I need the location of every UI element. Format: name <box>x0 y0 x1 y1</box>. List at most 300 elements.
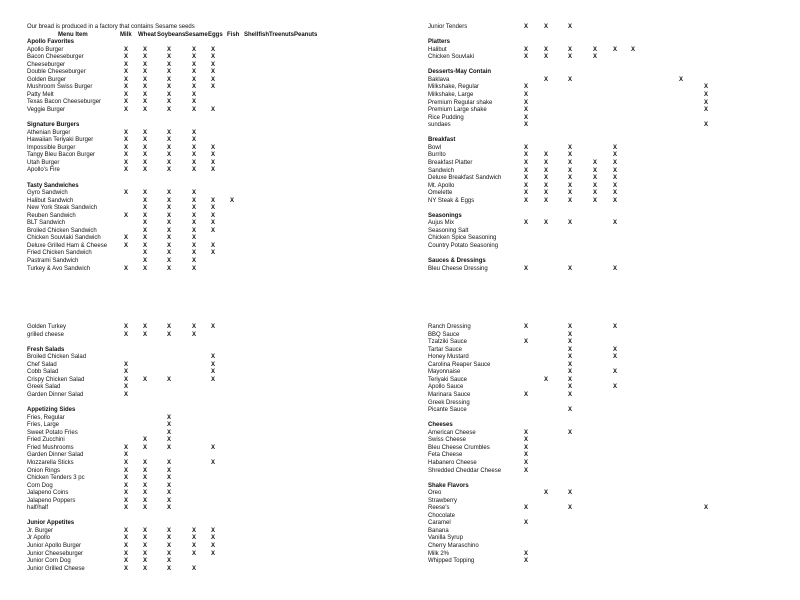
allergen-mark-sesame: X <box>191 242 196 249</box>
allergen-mark-wheat: X <box>543 46 548 53</box>
allergen-mark-milk: X <box>123 46 128 53</box>
allergen-mark-sesame: X <box>191 205 196 212</box>
menu-item-name: Veggie Burger <box>27 106 66 113</box>
allergen-mark-milk: X <box>523 392 528 398</box>
allergen-mark-milk: X <box>123 459 128 466</box>
allergen-mark-milk: X <box>523 437 528 444</box>
allergen-mark-milk: X <box>523 467 528 474</box>
menu-item-name: Greek Salad <box>27 384 61 391</box>
menu-item-name: Apollo Sauce <box>428 384 464 391</box>
allergen-mark-sesame: X <box>191 220 196 227</box>
menu-item-name: grilled cheese <box>27 331 65 338</box>
allergen-mark-sesame: X <box>191 250 196 257</box>
allergen-mark-wheat: X <box>142 550 147 557</box>
allergen-mark-soybeans: X <box>567 354 572 361</box>
allergen-mark-eggs: X <box>612 346 617 353</box>
menu-item-name: Oreo <box>428 490 442 497</box>
menu-item-name: Cheeseburger <box>27 61 66 68</box>
menu-item-name: Tartar Sauce <box>428 346 463 353</box>
menu-item-name: Broiled Chicken Sandwich <box>27 227 97 234</box>
allergen-mark-milk: X <box>523 324 528 330</box>
allergen-mark-eggs: X <box>612 190 617 197</box>
allergen-mark-milk: X <box>123 61 128 68</box>
allergen-mark-wheat: X <box>142 331 147 338</box>
allergen-mark-milk: X <box>523 152 528 159</box>
allergen-mark-soybeans: X <box>166 242 171 249</box>
category-heading: Junior Appetites <box>27 520 75 527</box>
menu-item-name: Tangy Bleu Bacon Burger <box>27 152 96 159</box>
menu-item-name: Bleu Cheese Crumbles <box>428 444 490 451</box>
allergen-mark-sesame: X <box>191 331 196 338</box>
allergen-mark-milk: X <box>123 129 128 136</box>
allergen-mark-milk: X <box>123 242 128 249</box>
menu-item-name: Turkey & Avo Sandwich <box>27 265 91 272</box>
menu-item-name: Aujus Mix <box>428 220 455 227</box>
allergen-mark-soybeans: X <box>166 99 171 106</box>
menu-item-name: Broiled Chicken Salad <box>27 354 87 361</box>
allergen-mark-soybeans: X <box>166 543 171 549</box>
allergen-mark-wheat: X <box>142 437 147 444</box>
shellfish-header: Shellfish <box>244 32 270 38</box>
soybeans-header: Soybeans <box>157 32 186 38</box>
allergen-mark-soybeans: X <box>567 24 572 30</box>
allergen-mark-milk: X <box>123 324 128 330</box>
menu-item-name: Garden Dinner Salad <box>27 452 84 459</box>
allergen-mark-milk: X <box>123 475 128 481</box>
allergen-mark-milk: X <box>523 91 528 98</box>
allergen-mark-milk: X <box>123 91 128 98</box>
allergen-mark-eggs: X <box>210 69 215 76</box>
category-heading: Signature Burgers <box>27 122 80 128</box>
allergen-mark-eggs: X <box>210 324 215 330</box>
allergen-mark-milk: X <box>123 167 128 174</box>
allergen-mark-soybeans: X <box>567 54 572 61</box>
allergen-mark-sesame: X <box>592 190 597 197</box>
menu-item-name: Jalapeno Coins <box>27 490 69 497</box>
allergen-mark-soybeans: X <box>166 422 171 429</box>
allergen-mark-soybeans: X <box>166 565 171 572</box>
menu-item-name: Garden Dinner Salad <box>27 392 84 398</box>
allergen-mark-milk: X <box>523 265 528 272</box>
allergen-mark-wheat: X <box>543 376 548 383</box>
menu-item-name: Onion Rings <box>27 467 61 474</box>
allergen-mark-milk: X <box>123 505 128 512</box>
allergen-mark-milk: X <box>523 558 528 564</box>
allergen-mark-sesame: X <box>592 175 597 181</box>
menu-item-name: Honey Mustard <box>428 354 469 361</box>
allergen-mark-soybeans: X <box>567 190 572 197</box>
allergen-mark-milk: X <box>123 331 128 338</box>
allergen-mark-wheat: X <box>543 24 548 30</box>
allergen-mark-eggs: X <box>612 220 617 227</box>
allergen-mark-milk: X <box>123 159 128 166</box>
menu-item-name: Junior Grilled Cheese <box>27 565 85 572</box>
allergen-mark-wheat: X <box>543 175 548 181</box>
allergen-mark-eggs: X <box>210 144 215 151</box>
allergen-mark-wheat: X <box>142 505 147 512</box>
menu-item-name: Halibut Sandwich <box>27 197 74 204</box>
allergen-mark-eggs: X <box>210 535 215 542</box>
allergen-mark-milk: X <box>123 558 128 564</box>
menu-item-name: Chicken Spice Seasoning <box>428 235 497 242</box>
allergen-mark-peanuts: X <box>703 91 708 98</box>
allergen-mark-wheat: X <box>142 235 147 242</box>
allergen-mark-eggs: X <box>612 354 617 361</box>
allergen-mark-sesame: X <box>592 167 597 174</box>
allergen-mark-sesame: X <box>191 197 196 204</box>
menu-item-name: Tzatziki Sauce <box>428 339 468 346</box>
allergen-mark-wheat: X <box>543 220 548 227</box>
allergen-mark-eggs: X <box>210 84 215 91</box>
allergen-mark-wheat: X <box>142 258 147 264</box>
allergen-mark-sesame: X <box>191 190 196 196</box>
allergen-mark-eggs: X <box>612 384 617 391</box>
allergen-mark-milk: X <box>123 376 128 383</box>
allergen-mark-wheat: X <box>142 129 147 136</box>
menu-item-name: Halibut <box>428 46 447 53</box>
menu-item-name: Whipped Topping <box>428 558 475 564</box>
allergen-mark-wheat: X <box>543 167 548 174</box>
menu-item-name: Mayonnaise <box>428 369 461 376</box>
allergen-mark-milk: X <box>523 99 528 106</box>
allergen-mark-wheat: X <box>142 137 147 144</box>
menu-item-name: Chocolate <box>428 512 456 519</box>
allergen-mark-soybeans: X <box>166 324 171 330</box>
category-heading: Apollo Favorites <box>27 39 75 45</box>
allergen-mark-eggs: X <box>612 159 617 166</box>
menu-item-name: Junior Corn Dog <box>27 558 71 564</box>
allergen-mark-sesame: X <box>191 324 196 330</box>
menu-item-name: Sweet Potato Fries <box>27 429 78 436</box>
allergen-mark-eggs: X <box>612 46 617 53</box>
allergen-mark-wheat: X <box>142 265 147 272</box>
allergen-mark-eggs: X <box>210 242 215 249</box>
allergen-mark-milk: X <box>123 527 128 534</box>
allergen-mark-eggs: X <box>210 550 215 557</box>
allergen-mark-peanuts: X <box>703 505 708 512</box>
menu-item-name: Deluxe Breakfast Sandwich <box>428 175 502 181</box>
allergen-mark-eggs: X <box>210 227 215 234</box>
allergen-mark-peanuts: X <box>703 107 708 113</box>
menu-item-name: Premium Large shake <box>428 107 487 113</box>
menu-item-name: Breakfast Platter <box>428 159 473 166</box>
allergen-mark-sesame: X <box>191 265 196 272</box>
allergen-mark-soybeans: X <box>166 482 171 489</box>
allergen-mark-soybeans: X <box>567 197 572 204</box>
menu-item-name: Utah Burger <box>27 159 60 166</box>
allergen-mark-soybeans: X <box>567 376 572 383</box>
allergen-mark-sesame: X <box>191 235 196 242</box>
allergen-mark-sesame: X <box>191 535 196 542</box>
allergen-mark-wheat: X <box>142 467 147 474</box>
allergen-mark-eggs: X <box>210 197 215 204</box>
allergen-mark-eggs: X <box>210 527 215 534</box>
menu-item-name: Burrito <box>428 152 446 159</box>
allergen-mark-milk: X <box>523 107 528 113</box>
menu-item-name: Golden Burger <box>27 76 67 83</box>
allergen-mark-milk: X <box>523 54 528 61</box>
category-heading: Cheeses <box>428 422 453 429</box>
allergen-mark-milk: X <box>123 369 128 376</box>
peanuts-header: Peanuts <box>294 32 318 38</box>
allergen-mark-soybeans: X <box>567 505 572 512</box>
menu-item-name: Junior Cheeseburger <box>27 550 84 557</box>
allergen-mark-soybeans: X <box>166 459 171 466</box>
allergen-mark-soybeans: X <box>166 76 171 83</box>
allergen-mark-wheat: X <box>543 182 548 189</box>
allergen-mark-soybeans: X <box>166 197 171 204</box>
menu-item-name: Ranch Dressing <box>428 324 471 330</box>
allergen-mark-wheat: X <box>142 558 147 564</box>
menu-item-name: Milkshake, Regular <box>428 84 480 91</box>
allergen-mark-soybeans: X <box>166 558 171 564</box>
allergen-mark-milk: X <box>123 535 128 542</box>
allergen-mark-sesame: X <box>191 258 196 264</box>
category-heading: Appetizing Sides <box>27 407 76 414</box>
allergen-mark-eggs: X <box>210 159 215 166</box>
menu-item-name: Mushroom Swiss Burger <box>27 84 93 91</box>
allergen-mark-sesame: X <box>592 182 597 189</box>
menu-item-name: Premium Regular shake <box>428 99 493 106</box>
allergen-mark-sesame: X <box>191 84 196 91</box>
allergen-mark-wheat: X <box>142 46 147 53</box>
allergen-mark-soybeans: X <box>567 46 572 53</box>
allergen-mark-soybeans: X <box>567 76 572 83</box>
menu-item-name: Hawaiian Teriyaki Burger <box>27 137 94 144</box>
category-heading: Shake Flavors <box>428 482 469 489</box>
allergen-mark-wheat: X <box>142 205 147 212</box>
allergen-mark-milk: X <box>123 543 128 549</box>
allergen-mark-soybeans: X <box>567 265 572 272</box>
allergen-mark-wheat: X <box>142 91 147 98</box>
menu-item-name: American Cheese <box>428 429 476 436</box>
allergen-mark-soybeans: X <box>567 152 572 159</box>
menu-item-name: Pastrami Sandwich <box>27 258 79 264</box>
menu-item-name: sundaes <box>428 122 451 129</box>
allergen-mark-sesame: X <box>191 137 196 144</box>
allergen-mark-soybeans: X <box>567 324 572 330</box>
allergen-mark-eggs: X <box>612 175 617 181</box>
allergen-mark-wheat: X <box>142 61 147 68</box>
category-heading: Fresh Salads <box>27 346 65 353</box>
menu-item-name: Cobb Salad <box>27 369 59 376</box>
allergen-mark-milk: X <box>123 550 128 557</box>
menu-item-name: Mozzarella Sticks <box>27 459 74 466</box>
category-heading: Platters <box>428 39 451 46</box>
allergen-mark-eggs: X <box>210 106 215 113</box>
allergen-mark-wheat: X <box>142 190 147 196</box>
allergen-mark-eggs: X <box>210 54 215 61</box>
allergen-mark-milk: X <box>123 384 128 391</box>
allergen-mark-soybeans: X <box>166 437 171 444</box>
menu-item-name: Carolina Reaper Sauce <box>428 361 491 368</box>
allergen-mark-soybeans: X <box>166 414 171 421</box>
allergen-mark-sesame: X <box>191 99 196 106</box>
allergen-mark-milk: X <box>123 265 128 272</box>
menu-item-name: Fried Chicken Sandwich <box>27 250 92 257</box>
allergen-mark-soybeans: X <box>166 106 171 113</box>
menu-item-name: Banana <box>428 527 449 534</box>
menu-item-name: Marinara Sauce <box>428 392 471 398</box>
menu-item-name: Teriyaki Sauce <box>428 376 468 383</box>
menu-item-header: Menu Item <box>58 32 88 38</box>
allergen-mark-soybeans: X <box>166 61 171 68</box>
allergen-mark-wheat: X <box>142 459 147 466</box>
menu-item-name: Fries, Regular <box>27 414 65 421</box>
allergen-mark-sesame: X <box>191 46 196 53</box>
allergen-mark-milk: X <box>123 152 128 159</box>
allergen-mark-eggs: X <box>210 361 215 368</box>
allergen-mark-milk: X <box>123 482 128 489</box>
allergen-mark-eggs: X <box>210 167 215 174</box>
menu-item-name: Milkshake, Large <box>428 91 474 98</box>
allergen-mark-sesame: X <box>191 129 196 136</box>
menu-item-name: Reuben Sandwich <box>27 212 76 219</box>
allergen-mark-eggs: X <box>210 354 215 361</box>
menu-item-name: Caramel <box>428 520 451 527</box>
allergen-mark-soybeans: X <box>166 46 171 53</box>
menu-item-name: Rice Pudding <box>428 114 464 121</box>
allergen-mark-treenuts: X <box>678 76 683 83</box>
menu-item-name: Crispy Chicken Salad <box>27 376 85 383</box>
allergen-mark-eggs: X <box>210 459 215 466</box>
allergen-mark-milk: X <box>123 144 128 151</box>
allergen-mark-sesame: X <box>592 197 597 204</box>
category-heading: Seasonings <box>428 212 462 219</box>
menu-item-name: Habanero Cheese <box>428 459 477 466</box>
allergen-mark-wheat: X <box>543 190 548 197</box>
allergen-mark-wheat: X <box>142 535 147 542</box>
allergen-mark-soybeans: X <box>166 497 171 504</box>
menu-item-name: Greek Dressing <box>428 399 470 406</box>
allergen-mark-milk: X <box>523 144 528 151</box>
menu-item-name: Junior Tenders <box>428 24 468 30</box>
allergen-mark-milk: X <box>123 76 128 83</box>
allergen-mark-milk: X <box>523 550 528 557</box>
allergen-mark-wheat: X <box>142 227 147 234</box>
allergen-mark-sesame: X <box>191 159 196 166</box>
allergen-mark-soybeans: X <box>567 331 572 338</box>
allergen-mark-wheat: X <box>142 99 147 106</box>
allergen-mark-sesame: X <box>191 61 196 68</box>
allergen-mark-milk: X <box>123 467 128 474</box>
allergen-mark-wheat: X <box>142 475 147 481</box>
allergen-mark-eggs: X <box>210 220 215 227</box>
allergen-mark-soybeans: X <box>567 361 572 368</box>
menu-item-name: Country Potato Seasoning <box>428 243 499 249</box>
allergen-mark-soybeans: X <box>166 227 171 234</box>
menu-item-name: Jr Apollo <box>27 535 51 542</box>
allergen-mark-wheat: X <box>142 197 147 204</box>
allergen-mark-sesame: X <box>191 144 196 151</box>
menu-item-name: Chicken Souvlaki Sandwich <box>27 235 101 242</box>
allergen-mark-wheat: X <box>543 197 548 204</box>
allergen-mark-wheat: X <box>142 152 147 159</box>
allergen-mark-milk: X <box>123 190 128 196</box>
allergen-mark-wheat: X <box>142 84 147 91</box>
allergen-mark-wheat: X <box>142 76 147 83</box>
allergen-mark-milk: X <box>523 24 528 30</box>
allergen-mark-milk: X <box>123 137 128 144</box>
allergen-mark-sesame: X <box>191 550 196 557</box>
menu-item-name: BLT Sandwich <box>27 220 66 227</box>
allergen-mark-soybeans: X <box>166 235 171 242</box>
allergen-mark-peanuts: X <box>703 122 708 129</box>
menu-item-name: Sandwich <box>428 167 455 174</box>
allergen-mark-milk: X <box>123 99 128 106</box>
allergen-mark-sesame: X <box>592 46 597 53</box>
allergen-mark-sesame: X <box>191 212 196 219</box>
allergen-mark-sesame: X <box>191 54 196 61</box>
allergen-mark-sesame: X <box>191 106 196 113</box>
category-heading: Desserts-May Contain <box>428 69 492 76</box>
allergen-mark-sesame: X <box>191 167 196 174</box>
allergen-mark-soybeans: X <box>166 535 171 542</box>
allergen-mark-soybeans: X <box>567 490 572 497</box>
allergen-mark-milk: X <box>523 197 528 204</box>
allergen-mark-wheat: X <box>142 212 147 219</box>
allergen-mark-milk: X <box>123 490 128 497</box>
allergen-mark-milk: X <box>523 167 528 174</box>
allergen-mark-wheat: X <box>142 565 147 572</box>
menu-item-name: Texas Bacon Cheeseburger <box>27 99 102 106</box>
allergen-mark-soybeans: X <box>166 84 171 91</box>
menu-item-name: Bacon Cheeseburger <box>27 54 84 61</box>
allergen-mark-milk: X <box>123 212 128 219</box>
allergen-mark-soybeans: X <box>166 159 171 166</box>
allergen-mark-soybeans: X <box>567 407 572 414</box>
allergen-mark-soybeans: X <box>166 265 171 272</box>
allergen-mark-wheat: X <box>543 76 548 83</box>
allergen-mark-soybeans: X <box>166 550 171 557</box>
category-heading: Tasty Sandwiches <box>27 182 79 189</box>
allergen-mark-wheat: X <box>142 159 147 166</box>
allergen-mark-wheat: X <box>142 482 147 489</box>
menu-item-name: Feta Cheese <box>428 452 463 459</box>
allergen-mark-wheat: X <box>142 69 147 76</box>
allergen-mark-soybeans: X <box>166 475 171 481</box>
allergen-mark-soybeans: X <box>166 152 171 159</box>
allergen-mark-milk: X <box>523 84 528 91</box>
allergen-mark-milk: X <box>523 159 528 166</box>
allergen-mark-wheat: X <box>543 159 548 166</box>
allergen-mark-eggs: X <box>612 324 617 330</box>
menu-item-name: Mt. Apollo <box>428 182 455 189</box>
allergen-mark-milk: X <box>523 505 528 512</box>
menu-item-name: NY Steak & Eggs <box>428 197 475 204</box>
allergen-mark-eggs: X <box>210 212 215 219</box>
allergen-mark-wheat: X <box>543 54 548 61</box>
allergen-mark-sesame: X <box>191 91 196 98</box>
allergen-mark-soybeans: X <box>567 182 572 189</box>
allergen-mark-milk: X <box>523 175 528 181</box>
allergen-mark-soybeans: X <box>166 490 171 497</box>
menu-item-name: Chef Salad <box>27 361 57 368</box>
allergen-mark-wheat: X <box>142 376 147 383</box>
allergen-mark-sesame: X <box>191 543 196 549</box>
allergen-mark-sesame: X <box>191 565 196 572</box>
allergen-mark-soybeans: X <box>567 346 572 353</box>
allergen-mark-wheat: X <box>142 250 147 257</box>
menu-item-name: Impossible Burger <box>27 144 76 151</box>
allergen-mark-milk: X <box>523 339 528 346</box>
menu-item-name: Chicken Souvlaki <box>428 54 475 61</box>
allergen-mark-sesame: X <box>191 227 196 234</box>
menu-item-name: BBQ Sauce <box>428 331 460 338</box>
allergen-mark-milk: X <box>523 444 528 451</box>
allergen-mark-soybeans: X <box>166 205 171 212</box>
allergen-mark-wheat: X <box>142 106 147 113</box>
